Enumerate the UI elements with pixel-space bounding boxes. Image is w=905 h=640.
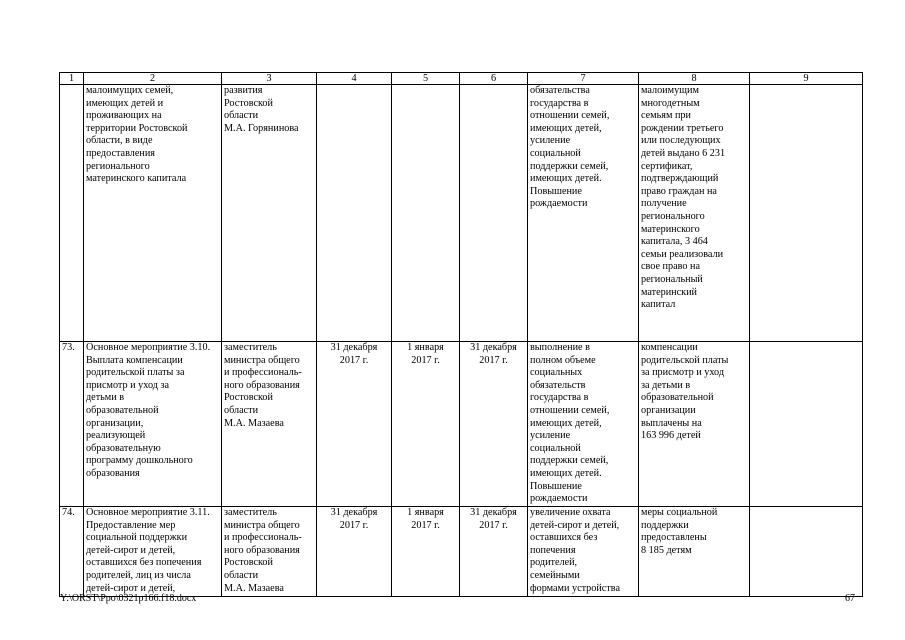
header-cell: 1 xyxy=(60,73,84,85)
activity-cell: малоимущих семей, имеющих детей и проживающих на территории Ростовской области, в виде предоставления регионального материнского капитала xyxy=(84,85,222,342)
header-cell: 5 xyxy=(392,73,460,85)
actual-end-cell: 31 декабря 2017 г. xyxy=(460,507,528,597)
actual-end-cell xyxy=(460,85,528,342)
header-row xyxy=(60,73,863,85)
note-cell xyxy=(750,85,863,342)
actual-result-cell: меры социальной поддержки предоставлены 8 185 детям xyxy=(639,507,750,597)
planned-end-cell: 31 декабря 2017 г. xyxy=(317,507,392,597)
header-cell: 4 xyxy=(317,73,392,85)
header-cell: 6 xyxy=(460,73,528,85)
activity-cell: Основное мероприятие 3.10. Выплата компенсации родительской платы за присмотр и уход за детьми в образовательной организации, реализующей образовательную программу дошкольного образования xyxy=(84,342,222,507)
page-number: 67 xyxy=(845,593,855,604)
planned-end-cell xyxy=(317,85,392,342)
header-cell: 9 xyxy=(750,73,863,85)
table-row xyxy=(60,85,863,342)
header-cell: 7 xyxy=(528,73,639,85)
table-row xyxy=(60,342,863,507)
header-cell: 2 xyxy=(84,73,222,85)
row-number: 73. xyxy=(60,342,84,507)
actual-start-cell: 1 января 2017 г. xyxy=(392,507,460,597)
footer-file-path: Y:\ORST\Ppo\0321p166.f18.docx xyxy=(60,593,197,604)
note-cell xyxy=(750,342,863,507)
actual-result-cell: компенсации родительской платы за присмотр и уход за детьми в образовательной организации выплачены на 163 996 детей xyxy=(639,342,750,507)
planned-result-cell: увеличение охвата детей-сирот и детей, оставшихся без попечения родителей, семейными формами устройства xyxy=(528,507,639,597)
activity-cell: Основное мероприятие 3.11. Предоставление мер социальной поддержки детей-сирот и детей, оставшихся без попечения родителей, лиц из числа детей-сирот и детей, xyxy=(84,507,222,597)
planned-result-cell: обязательства государства в отношении семей, имеющих детей, усиление социальной поддержки семей, имеющих детей. Повышение рождаемости xyxy=(528,85,639,342)
row-number: 74. xyxy=(60,507,84,597)
actual-start-cell: 1 января 2017 г. xyxy=(392,342,460,507)
table-row xyxy=(60,507,863,597)
actual-end-cell: 31 декабря 2017 г. xyxy=(460,342,528,507)
header-cell: 8 xyxy=(639,73,750,85)
planned-end-cell: 31 декабря 2017 г. xyxy=(317,342,392,507)
responsible-cell: заместитель министра общего и профессиональ- ного образования Ростовской области М.А. Мазаева xyxy=(222,507,317,597)
planned-result-cell: выполнение в полном объеме социальных обязательств государства в отношении семей, имеющих детей, усиление социальной поддержки семей, имеющих детей. Повышение рождаемости xyxy=(528,342,639,507)
row-number xyxy=(60,85,84,342)
actual-result-cell: малоимущим многодетным семьям при рождении третьего или последующих детей выдано 6 231 сертификат, подтверждающий право граждан на получение регионального материнского капитала, 3 464 семьи реализовали свое право на региональный материнский капитал xyxy=(639,85,750,342)
header-cell: 3 xyxy=(222,73,317,85)
note-cell xyxy=(750,507,863,597)
report-table xyxy=(59,72,863,597)
actual-start-cell xyxy=(392,85,460,342)
responsible-cell: заместитель министра общего и профессиональ- ного образования Ростовской области М.А. Мазаева xyxy=(222,342,317,507)
responsible-cell: развития Ростовской области М.А. Горянинова xyxy=(222,85,317,342)
